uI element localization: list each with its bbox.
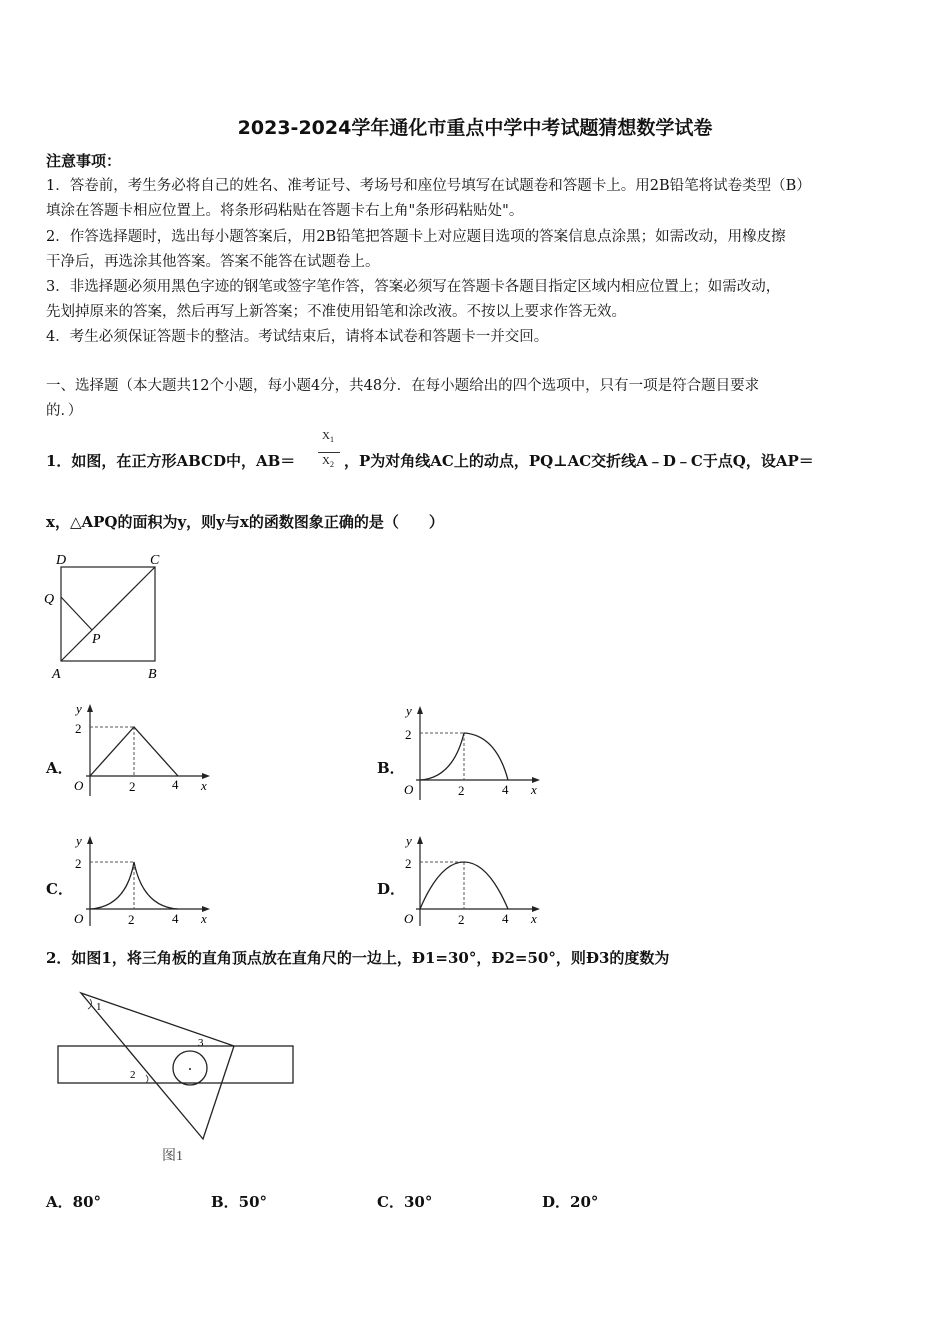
q1-option-c-graph[interactable]	[68, 830, 218, 930]
q1-option-c-label[interactable]: C．	[46, 880, 73, 898]
notice-line: 3．非选择题必须用黑色字迹的钢笔或签字笔作答，答案必须写在答题卡各题目指定区域内相应位置上；如需改动，	[46, 279, 781, 295]
svg-text:x: x	[531, 782, 537, 797]
angle-2-label: 2	[130, 1069, 136, 1081]
label-d: D	[56, 553, 67, 568]
q1-option-d-graph[interactable]	[398, 830, 548, 930]
svg-text:2: 2	[75, 721, 82, 736]
notice-line: 填涂在答题卡相应位置上。将条形码粘贴在答题卡右上角"条形码粘贴处"。	[46, 203, 524, 219]
svg-text:4: 4	[502, 911, 509, 926]
notice-heading: 注意事项：	[46, 152, 122, 170]
q1-option-b-graph[interactable]	[398, 700, 548, 805]
svg-text:2: 2	[129, 779, 136, 794]
q1-option-b-label[interactable]: B．	[377, 759, 405, 777]
q2-option-b[interactable]: B．50°	[211, 1193, 268, 1211]
q1-option-a-graph[interactable]	[68, 700, 218, 800]
q1-fraction-numerator: $X_1$	[322, 430, 334, 445]
segment-pq	[61, 597, 92, 630]
label-c: C	[150, 553, 160, 568]
q1-option-d-label[interactable]: D．	[377, 880, 406, 898]
q2-figure	[50, 985, 300, 1170]
angle-3-label: 3	[198, 1037, 204, 1049]
notice-line: 2．作答选择题时，选出每小题答案后，用2B铅笔把答题卡上对应题目选项的答案信息点涂黑；如需改动，用橡皮擦	[46, 229, 786, 245]
angle-1-label: 1	[96, 1001, 102, 1013]
notice-line: 4．考生必须保证答题卡的整洁。考试结束后，请将本试卷和答题卡一并交回。	[46, 329, 549, 345]
label-b: B	[148, 667, 157, 682]
label-a: A	[52, 667, 61, 682]
page-title: 2023-2024学年通化市重点中学中考试题猜想数学试卷	[237, 117, 713, 139]
label-q: Q	[44, 592, 55, 607]
svg-text:O: O	[404, 782, 414, 797]
svg-text:y: y	[76, 833, 82, 848]
q2-option-a[interactable]: A．80°	[46, 1193, 102, 1211]
svg-text:2: 2	[128, 912, 135, 927]
diagonal-ac	[61, 567, 155, 661]
svg-text:2: 2	[75, 856, 82, 871]
svg-text:2: 2	[458, 783, 465, 798]
q1-fraction-denominator: $X_2$	[322, 455, 334, 470]
notice-line: 1．答卷前，考生务必将自己的姓名、准考证号、考场号和座位号填写在试题卷和答题卡上。用2B铅笔将试卷类型（B）	[46, 178, 811, 194]
svg-text:O: O	[74, 911, 84, 926]
q1-text-part1: 1．如图，在正方形ABCD中，AB＝	[46, 452, 296, 470]
svg-text:x: x	[201, 911, 207, 926]
svg-text:y: y	[76, 701, 82, 716]
svg-text:y: y	[406, 703, 412, 718]
q2-option-c[interactable]: C．30°	[377, 1193, 433, 1211]
q2-text: 2．如图1，将三角板的直角顶点放在直角尺的一边上，Ð1=30°，Ð2=50°，则Ð3的度数为	[46, 949, 670, 967]
svg-text:2: 2	[405, 727, 412, 742]
notice-line: 先划掉原来的答案，然后再写上新答案；不准使用铅笔和涂改液。不按以上要求作答无效。	[46, 304, 626, 320]
figure-caption: 图1	[162, 1149, 183, 1164]
section-heading-cont: 的．）	[46, 403, 83, 419]
q1-text-part2: ，P为对角线AC上的动点，PQ⊥AC交折线A﹣D﹣C于点Q，设AP＝	[344, 452, 814, 470]
svg-text:4: 4	[172, 911, 179, 926]
q1-square-figure	[40, 550, 170, 685]
q2-option-d[interactable]: D．20°	[542, 1193, 599, 1211]
q1-fraction-bar	[318, 452, 340, 453]
svg-text:x: x	[201, 778, 207, 793]
label-p: P	[92, 632, 101, 647]
svg-text:4: 4	[172, 777, 179, 792]
svg-text:y: y	[406, 833, 412, 848]
svg-text:O: O	[74, 778, 84, 793]
svg-text:O: O	[404, 911, 414, 926]
svg-text:x: x	[531, 911, 537, 926]
notice-line: 干净后，再选涂其他答案。答案不能答在试题卷上。	[46, 254, 380, 270]
svg-text:4: 4	[502, 782, 509, 797]
q1-text-line2: x，△APQ的面积为y，则y与x的函数图象正确的是（ ）	[46, 513, 444, 531]
q1-option-a-label[interactable]: A．	[46, 759, 73, 777]
svg-text:2: 2	[405, 856, 412, 871]
section-heading: 一、选择题（本大题共12个小题，每小题4分，共48分．在每小题给出的四个选项中，只有一项是符合题目要求	[46, 378, 760, 394]
svg-text:2: 2	[458, 912, 465, 927]
